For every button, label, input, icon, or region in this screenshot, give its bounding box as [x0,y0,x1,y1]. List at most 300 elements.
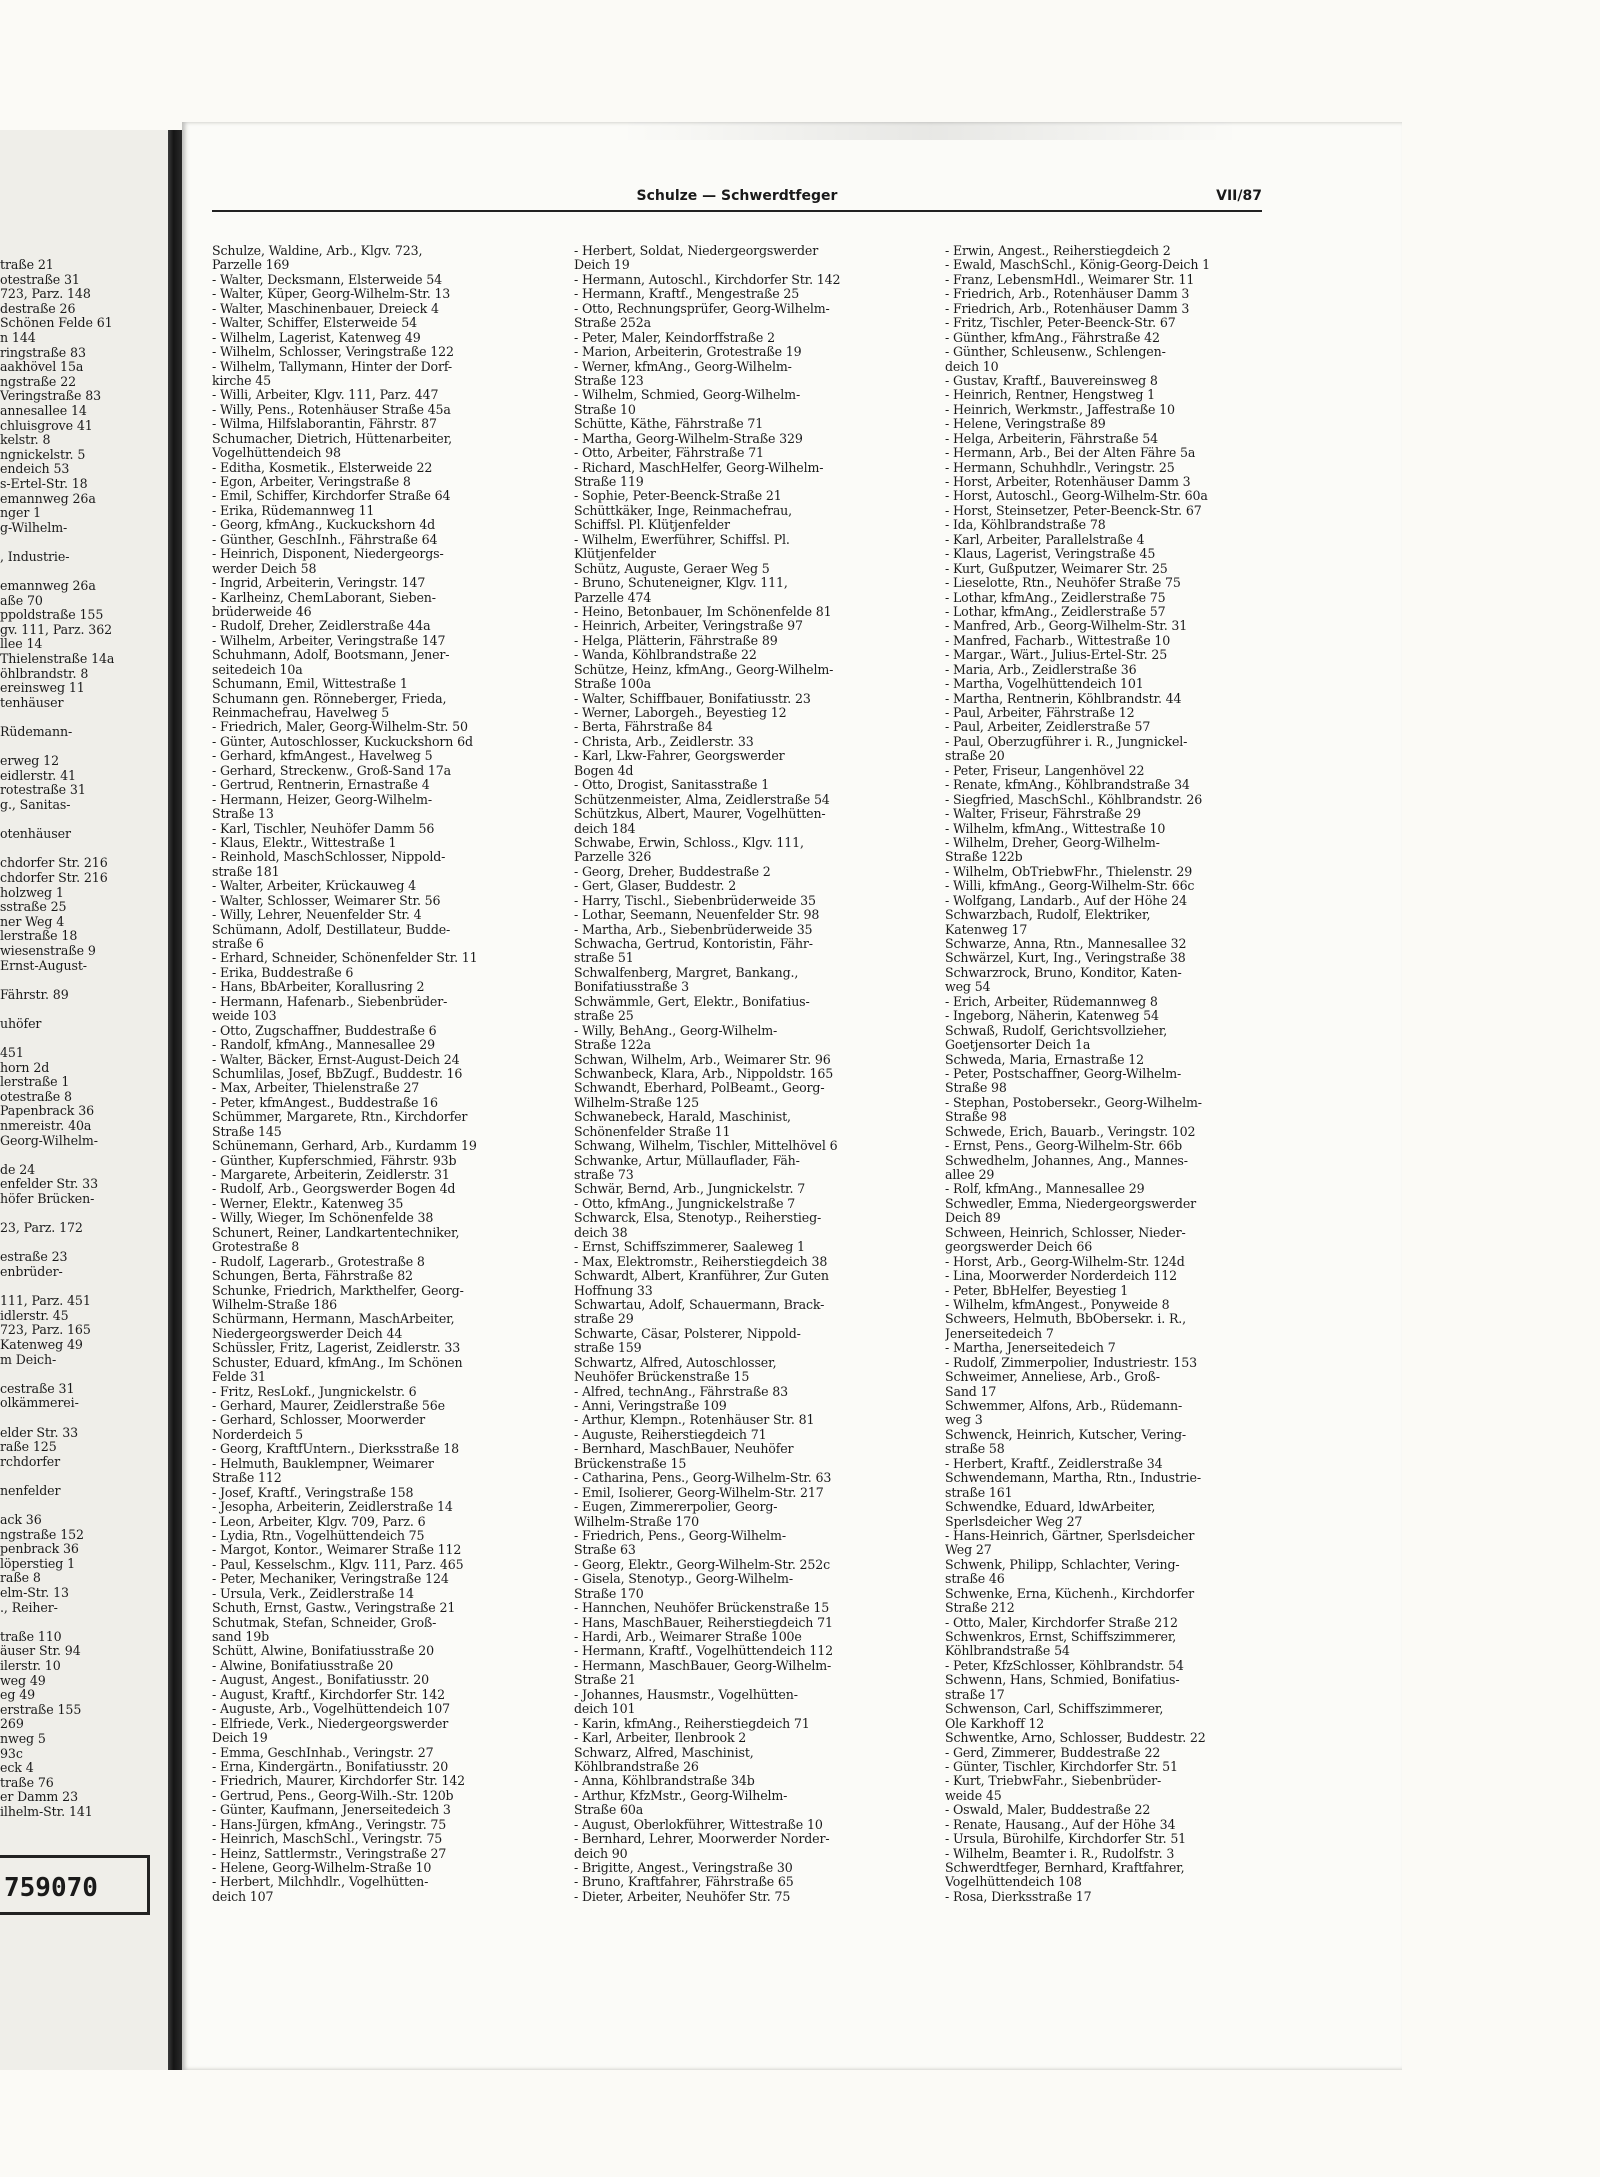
directory-entry-line: deich 10 [945,359,999,374]
directory-entry-line: - Manfred, Facharb., Wittestraße 10 [945,633,1171,648]
left-page-line: 269 [0,1717,24,1732]
left-page-line: aakhövel 15a [0,360,84,375]
left-page-line: ereinsweg 11 [0,681,85,696]
left-page-line: aße 70 [0,593,43,608]
left-page-line: Thielenstraße 14a [0,652,115,667]
directory-entry-line: - Willy, Wieger, Im Schönenfelde 38 [212,1211,434,1226]
directory-entry-line: - Heinrich, MaschSchl., Veringstr. 75 [212,1832,443,1847]
directory-entry-line: Schwarzbach, Rudolf, Elektriker, [945,908,1151,923]
directory-entry-line: - Heinrich, Rentner, Hengstweg 1 [945,388,1156,403]
directory-entry-line: Katenweg 17 [945,922,1028,937]
directory-entry-line: allee 29 [945,1168,995,1182]
directory-entry-line: - Josef, Kraftf., Veringstraße 158 [212,1485,414,1500]
directory-entry-line: - Martha, Jenerseitedeich 7 [945,1341,1116,1356]
directory-entry-line: - Franz, LebensmHdl., Weimarer Str. 11 [945,272,1195,287]
directory-entry-line: Straße 100a [574,677,651,692]
left-page-line [0,1031,168,1046]
directory-entry-line: - Walter, Friseur, Fährstraße 29 [945,807,1141,822]
directory-entry-line: - Horst, Arbeiter, Rotenhäuser Damm 3 [945,475,1191,489]
left-page-line: uhöfer [0,1016,42,1031]
directory-entry-line: - Walter, Schiffer, Elsterweide 54 [212,316,417,331]
directory-entry-line: Parzelle 326 [574,850,652,865]
directory-entry-line: deich 101 [574,1702,636,1717]
left-page-line: traße 110 [0,1629,62,1644]
left-page-line: ringstraße 83 [0,345,86,360]
directory-entry-line: - Heinrich, Arbeiter, Veringstraße 97 [574,619,803,634]
left-page-line: erstraße 155 [0,1702,82,1717]
left-page-line: traße 76 [0,1775,54,1790]
directory-entry-line: Schuster, Eduard, kfmAng., Im Schönen [212,1355,463,1370]
directory-entry-line: - Peter, Friseur, Langenhövel 22 [945,763,1145,778]
directory-entry-line: - Wilhelm, Tallymann, Hinter der Dorf- [212,359,453,374]
left-page-line [0,813,168,828]
directory-entry-line: Reinmachefrau, Havelweg 5 [212,706,390,720]
left-page-line: horn 2d [0,1060,50,1075]
top-edge-smudge [620,122,1240,140]
directory-entry-line: Köhlbrandstraße 26 [574,1759,699,1774]
left-page-fragment [0,130,168,2070]
directory-entry-line: - Willi, Arbeiter, Klgv. 111, Parz. 447 [212,388,439,403]
left-page-line: chluisgrove 41 [0,418,93,433]
left-page-line: otestraße 8 [0,1089,72,1104]
directory-entry-line: - Werner, kfmAng., Georg-Wilhelm- [574,359,792,374]
directory-entry-line: Grotestraße 8 [212,1240,300,1255]
page-header [212,188,1262,210]
directory-entry-line: - Heinz, Sattlermstr., Veringstraße 27 [212,1846,447,1861]
directory-entry-line: - Otto, Maler, Kirchdorfer Straße 212 [945,1615,1178,1630]
directory-entry-line: - Gerhard, Schlosser, Moorwerder [212,1413,425,1428]
directory-entry-line: Schünemann, Gerhard, Arb., Kurdamm 19 [212,1139,477,1154]
left-page-line [0,1002,168,1017]
directory-entry-line: Schwarz, Alfred, Maschinist, [574,1745,754,1760]
directory-entry-line: - Bruno, Kraftfahrer, Fährstraße 65 [574,1875,794,1890]
left-page-line: n 144 [0,330,36,345]
left-page-line [0,1367,168,1382]
directory-entry-line: - Wilhelm, Dreher, Georg-Wilhelm- [945,835,1160,850]
directory-entry-line: - Horst, Arb., Georg-Wilhelm-Str. 124d [945,1254,1185,1269]
directory-entry-line: - Friedrich, Maler, Georg-Wilhelm-Str. 50 [212,720,468,735]
directory-entry-line: Schwendemann, Martha, Rtn., Industrie- [945,1471,1201,1486]
directory-entry-line: Schulze, Waldine, Arb., Klgv. 723, [212,244,423,258]
left-page-line: gv. 111, Parz. 362 [0,622,113,637]
directory-entry-line: - Kurt, TriebwFahr., Siebenbrüder- [945,1774,1162,1789]
directory-entry-line: Sand 17 [945,1384,997,1399]
directory-entry-line: Schungen, Berta, Fährstraße 82 [212,1269,413,1284]
left-page-line: 111, Parz. 451 [0,1294,91,1309]
directory-entry-line: Vogelhüttendeich 98 [212,446,341,461]
directory-entry-line: Schüttkäker, Inge, Reinmachefrau, [574,503,792,518]
directory-entry-line: Schürmann, Hermann, MaschArbeiter, [212,1312,455,1327]
directory-entry-line: Schütt, Alwine, Bonifatiusstraße 20 [212,1644,435,1659]
directory-entry-line: Vogelhüttendeich 108 [945,1875,1082,1890]
directory-entry-line: - Siegfried, MaschSchl., Köhlbrandstr. 26 [945,792,1203,807]
directory-entry-line: - Georg, Elektr., Georg-Wilhelm-Str. 252c [574,1557,831,1572]
directory-entry-line: - Helene, Veringstraße 89 [945,417,1106,432]
left-page-line [0,564,168,579]
directory-entry-line: - Rosa, Dierksstraße 17 [945,1889,1092,1904]
directory-entry-line: straße 6 [212,937,264,951]
directory-entry-line: Straße 252a [574,316,651,331]
directory-entry-line: Schwardt, Albert, Kranführer, Zur Guten [574,1269,829,1284]
left-page-line: eck 4 [0,1761,34,1776]
directory-entry-line: - Hermann, Heizer, Georg-Wilhelm- [212,792,432,807]
directory-entry-line: - Peter, Maler, Keindorffstraße 2 [574,330,775,345]
directory-entry-line: Ole Karkhoff 12 [945,1716,1045,1731]
left-page-line: elder Str. 33 [0,1425,79,1440]
directory-entry-line: Bogen 4d [574,763,634,778]
directory-entry-line: - Walter, Maschinenbauer, Dreieck 4 [212,301,439,316]
directory-entry-line: - Paul, Oberzugführer i. R., Jungnickel- [945,734,1188,749]
left-page-line: m Deich- [0,1352,57,1367]
directory-entry-line: weide 103 [212,1009,277,1024]
directory-entry-line: Straße 122b [945,850,1023,865]
directory-entry-line: - Otto, kfmAng., Jungnickelstraße 7 [574,1196,796,1211]
left-page-line: ner Weg 4 [0,914,65,929]
directory-entry-line: - Ewald, MaschSchl., König-Georg-Deich 1 [945,258,1210,273]
directory-entry-line: - Heinrich, Werkmstr., Jaffestraße 10 [945,402,1175,417]
left-page-line: idlerstr. 45 [0,1308,69,1323]
directory-entry-line: Goetjensorter Deich 1a [945,1038,1091,1053]
directory-entry-line: - Editha, Kosmetik., Elsterweide 22 [212,460,433,475]
directory-entry-line: Schumann gen. Rönneberger, Frieda, [212,691,447,706]
directory-entry-line: - Friedrich, Maurer, Kirchdorfer Str. 142 [212,1774,466,1789]
directory-entry-line: - Hermann, MaschBauer, Georg-Wilhelm- [574,1658,832,1673]
directory-entry-line: - Rudolf, Lagerarb., Grotestraße 8 [212,1254,425,1269]
directory-entry-line: - Paul, Arbeiter, Fährstraße 12 [945,706,1135,720]
directory-entry-line: - Wilhelm, Schlosser, Veringstraße 122 [212,345,454,360]
directory-entry-line: - Wilhelm, Arbeiter, Veringstraße 147 [212,633,446,648]
left-page-line: , Industrie- [0,549,70,564]
left-page-line: de 24 [0,1162,36,1177]
directory-entry-line: - Günther, Kupferschmied, Fährstr. 93b [212,1153,457,1168]
directory-entry-line: - Karin, kfmAng., Reiherstiegdeich 71 [574,1716,810,1731]
directory-entry-line: - Erich, Arbeiter, Rüdemannweg 8 [945,994,1158,1009]
directory-entry-line: - Wanda, Köhlbrandstraße 22 [574,648,757,663]
directory-entry-line: - Renate, kfmAng., Köhlbrandstraße 34 [945,778,1190,793]
left-page-line: ngstraße 22 [0,374,77,389]
directory-entry-line: - Bernhard, MaschBauer, Neuhöfer [574,1442,794,1457]
directory-entry-line: - Arthur, KfzMstr., Georg-Wilhelm- [574,1788,788,1803]
left-page-code-box: 759070 [0,1855,150,1915]
left-page-line: nger 1 [0,506,42,521]
directory-entry-line: - Karl, Tischler, Neuhöfer Damm 56 [212,821,435,836]
directory-entry-line: Schwanbeck, Klara, Arb., Nippoldstr. 165 [574,1066,834,1081]
directory-entry-line: - Günther, kfmAng., Fährstraße 42 [945,330,1160,345]
left-page-line: 723, Parz. 165 [0,1323,91,1338]
directory-entry-line: - Hermann, Hafenarb., Siebenbrüder- [212,994,448,1009]
directory-entry-line: Straße 10 [574,402,636,417]
directory-entry-line: Klütjenfelder [574,547,656,562]
directory-entry-line: - Horst, Autoschl., Georg-Wilhelm-Str. 60a [945,489,1208,504]
directory-entry-line: - Harry, Tischl., Siebenbrüderweide 35 [574,893,816,908]
directory-entry-line: Schwerdtfeger, Bernhard, Kraftfahrer, [945,1861,1185,1875]
directory-entry-line: Schwan, Wilhelm, Arb., Weimarer Str. 96 [574,1052,831,1067]
directory-column-2 [574,244,914,1904]
directory-entry-line: - Sophie, Peter-Beenck-Straße 21 [574,489,782,504]
directory-entry-line: - Erika, Buddestraße 6 [212,965,354,980]
directory-entry-line: - Hans-Heinrich, Gärtner, Sperlsdeicher [945,1528,1195,1543]
left-page-line: Katenweg 49 [0,1337,83,1352]
directory-entry-line: - Wilma, Hilfslaborantin, Fährstr. 87 [212,417,437,432]
directory-entry-line: Deich 19 [574,258,630,273]
left-page-line [0,1411,168,1426]
directory-entry-line: - Friedrich, Arb., Rotenhäuser Damm 3 [945,287,1190,302]
directory-entry-line: Schwandt, Eberhard, PolBeamt., Georg- [574,1081,825,1096]
directory-entry-line: - Reinhold, MaschSchlosser, Nippold- [212,850,446,865]
directory-entry-line: straße 25 [574,1009,634,1024]
directory-entry-line: Schütte, Käthe, Fährstraße 71 [574,417,764,432]
directory-entry-line: - Karlheinz, ChemLaborant, Sieben- [212,590,436,605]
directory-entry-line: - Eugen, Zimmererpolier, Georg- [574,1500,778,1515]
directory-entry-line: - Walter, Schlosser, Weimarer Str. 56 [212,893,441,908]
directory-entry-line: brüderweide 46 [212,604,312,619]
directory-entry-line: Schwarzrock, Bruno, Konditor, Katen- [945,965,1182,980]
left-page-line: 23, Parz. 172 [0,1221,83,1236]
left-page-line: elm-Str. 13 [0,1586,69,1601]
directory-entry-line: - Walter, Arbeiter, Krückauweg 4 [212,879,416,894]
directory-entry-line: Schiffsl. Pl. Klütjenfelder [574,518,730,533]
directory-entry-line: Schumann, Emil, Wittestraße 1 [212,677,408,692]
left-page-line: ilhelm-Str. 141 [0,1804,93,1819]
left-page-line: rotestraße 31 [0,783,86,798]
left-page-line: destraße 26 [0,301,76,316]
left-page-line: ngstraße 152 [0,1527,84,1542]
left-page-line: otenhäuser [0,827,71,842]
directory-entry-line: Schwanke, Artur, Müllauflader, Fäh- [574,1153,800,1168]
directory-entry-line: - Willy, BehAng., Georg-Wilhelm- [574,1023,778,1038]
directory-entry-line: Straße 60a [574,1803,644,1818]
directory-entry-line: Niedergeorgswerder Deich 44 [212,1326,403,1341]
left-page-line: ppoldstraße 155 [0,608,104,623]
directory-entry-line: georgswerder Deich 66 [945,1240,1093,1255]
page-title: Schulze — Schwerdtfeger [636,188,838,204]
directory-entry-line: - August, Kraftf., Kirchdorfer Str. 142 [212,1687,445,1702]
directory-entry-line: Parzelle 169 [212,258,290,273]
directory-entry-line: - Otto, Zugschaffner, Buddestraße 6 [212,1023,437,1038]
directory-entry-line: - Peter, Mechaniker, Veringstraße 124 [212,1572,449,1587]
directory-entry-line: straße 161 [945,1485,1013,1500]
left-page-line: olkämmerei- [0,1396,79,1411]
directory-entry-line: - Rudolf, Arb., Georgswerder Bogen 4d [212,1182,456,1197]
left-page-line: nweg 5 [0,1731,46,1746]
directory-entry-line: Schwenkros, Ernst, Schiffszimmerer, [945,1630,1177,1644]
left-page-line: Ernst-August- [0,958,87,973]
directory-entry-line: Schüssler, Fritz, Lagerist, Zeidlerstr. 33 [212,1341,461,1356]
directory-entry-line: - Bruno, Schuteneigner, Klgv. 111, [574,576,788,591]
left-page-line: otestraße 31 [0,272,80,287]
directory-entry-line: Straße 145 [212,1124,282,1139]
header-rule [212,210,1262,212]
directory-entry-line: - Peter, BbHelfer, Beyestieg 1 [945,1283,1129,1298]
directory-entry-line: - Helene, Georg-Wilhelm-Straße 10 [212,1861,432,1875]
directory-entry-line: - Wilhelm, kfmAng., Wittestraße 10 [945,821,1166,836]
directory-entry-line: - Willy, Lehrer, Neuenfelder Str. 4 [212,908,422,923]
directory-entry-line: - Helmuth, Bauklempner, Weimarer [212,1456,434,1471]
directory-entry-line: - Günter, Kaufmann, Jenerseitedeich 3 [212,1803,451,1818]
directory-entry-line: - Walter, Decksmann, Elsterweide 54 [212,272,442,287]
directory-entry-line: Schwärzel, Kurt, Ing., Veringstraße 38 [945,951,1186,966]
directory-entry-line: - Alwine, Bonifatiusstraße 20 [212,1658,394,1673]
directory-entry-line: - Leon, Arbeiter, Klgv. 709, Parz. 6 [212,1514,426,1529]
directory-entry-line: - Günter, Autoschlosser, Kuckuckshorn 6d [212,734,473,749]
directory-entry-line: Schwenson, Carl, Schiffszimmerer, [945,1702,1164,1717]
directory-entry-line: - Ursula, Verk., Zeidlerstraße 14 [212,1586,414,1601]
directory-entry-line: - Auguste, Reiherstiegdeich 71 [574,1427,767,1442]
directory-entry-line: - Ingeborg, Näherin, Katenweg 54 [945,1009,1159,1024]
left-page-line: traße 21 [0,258,54,272]
left-page-line [0,1236,168,1251]
left-page-line: 93c [0,1746,23,1761]
directory-entry-line: Wilhelm-Straße 186 [212,1297,337,1312]
directory-entry-line: - August, Oberlokführer, Wittestraße 10 [574,1817,823,1832]
directory-entry-line: - Wilhelm, Ewerführer, Schiffsl. Pl. [574,532,790,547]
directory-entry-line: - Margarete, Arbeiterin, Zeidlerstr. 31 [212,1168,450,1182]
directory-entry-line: - Lothar, kfmAng., Zeidlerstraße 57 [945,604,1166,619]
directory-entry-line: Schützkus, Albert, Maurer, Vogelhütten- [574,807,826,822]
directory-entry-line: - Auguste, Arb., Vogelhüttendeich 107 [212,1702,450,1717]
directory-entry-line: - Max, Arbeiter, Thielenstraße 27 [212,1081,420,1096]
directory-entry-line: - Günther, Schleusenw., Schlengen- [945,345,1166,360]
directory-entry-line: - Richard, MaschHelfer, Georg-Wilhelm- [574,460,824,475]
directory-entry-line: Straße 98 [945,1081,1007,1096]
left-page-line: raße 125 [0,1440,57,1455]
left-page-line: rchdorfer [0,1454,61,1469]
left-page-line: cestraße 31 [0,1381,75,1396]
directory-entry-line: - Klaus, Lagerist, Veringstraße 45 [945,547,1156,562]
left-page-line: chdorfer Str. 216 [0,870,108,885]
directory-entry-line: - Karl, Lkw-Fahrer, Georgswerder [574,749,785,764]
directory-entry-line: Straße 170 [574,1586,644,1601]
directory-entry-line: - Hans, BbArbeiter, Korallusring 2 [212,980,425,995]
directory-entry-line: - Paul, Kesselschm., Klgv. 111, Parz. 465 [212,1557,464,1572]
left-page-line: weg 49 [0,1673,46,1688]
directory-entry-line: - Hermann, Autoschl., Kirchdorfer Str. 142 [574,272,841,287]
directory-entry-line: straße 73 [574,1168,634,1182]
directory-entry-line: kirche 45 [212,373,271,388]
directory-entry-line: - Elfriede, Verk., Niedergeorgswerder [212,1716,449,1731]
directory-entry-line: - Fritz, Tischler, Peter-Beenck-Str. 67 [945,316,1176,331]
left-page-line: Georg-Wilhelm- [0,1133,98,1148]
directory-entry-line: - Hermann, Schuhhdlr., Veringstr. 25 [945,460,1175,475]
directory-column-3 [945,244,1265,1904]
directory-entry-line: - Emma, GeschInhab., Veringstr. 27 [212,1745,434,1760]
left-page-line: kelstr. 8 [0,433,51,448]
directory-entry-line: Schunert, Reiner, Landkartentechniker, [212,1225,460,1240]
directory-entry-line: - Gerhard, Maurer, Zeidlerstraße 56e [212,1399,445,1413]
directory-entry-line: - Rolf, kfmAng., Mannesallee 29 [945,1182,1145,1197]
directory-entry-line: - Margar., Wärt., Julius-Ertel-Str. 25 [945,648,1168,663]
directory-entry-line: - Friedrich, Pens., Georg-Wilhelm- [574,1528,786,1543]
directory-entry-line: - Gertrud, Pens., Georg-Wilh.-Str. 120b [212,1788,454,1803]
directory-entry-line: straße 20 [945,749,1005,764]
directory-entry-line: deich 38 [574,1225,628,1240]
directory-entry-line: deich 90 [574,1846,628,1861]
directory-entry-line: - Walter, Küper, Georg-Wilhelm-Str. 13 [212,287,451,302]
directory-entry-line: - Otto, Arbeiter, Fährstraße 71 [574,446,764,461]
directory-entry-line: Schwendke, Eduard, ldwArbeiter, [945,1500,1156,1515]
directory-entry-line: Schween, Heinrich, Schlosser, Nieder- [945,1225,1186,1240]
left-page-line: nmereistr. 40a [0,1119,92,1134]
left-page-line: Papenbrack 36 [0,1104,95,1119]
left-page-line: enbrüder- [0,1264,63,1279]
directory-entry-line: - Hans, MaschBauer, Reiherstiegdeich 71 [574,1615,833,1630]
directory-entry-line: - Erhard, Schneider, Schönenfelder Str. 11 [212,951,478,966]
directory-entry-line: - Maria, Arb., Zeidlerstraße 36 [945,662,1137,677]
left-page-line: eidlerstr. 41 [0,768,76,783]
directory-entry-line: - Willy, Pens., Rotenhäuser Straße 45a [212,402,451,417]
directory-entry-line: - Werner, Elektr., Katenweg 35 [212,1196,404,1211]
directory-entry-line: - Jesopha, Arbeiterin, Zeidlerstraße 14 [212,1500,453,1515]
directory-entry-line: Schweda, Maria, Ernastraße 12 [945,1052,1144,1067]
directory-entry-line: Schuth, Ernst, Gastw., Veringstraße 21 [212,1601,456,1616]
left-page-line: emannweg 26a [0,579,96,594]
left-page-line: s-Ertel-Str. 18 [0,476,88,491]
directory-entry-line: - Peter, KfzSchlosser, Köhlbrandstr. 54 [945,1658,1184,1673]
directory-entry-line: - Erna, Kindergärtn., Bonifatiusstr. 20 [212,1759,449,1774]
directory-entry-line: Köhlbrandstraße 54 [945,1644,1070,1659]
left-page-line: löperstieg 1 [0,1556,76,1571]
directory-entry-line: Schwenke, Erna, Küchenh., Kirchdorfer [945,1586,1195,1601]
directory-entry-line: - Paul, Arbeiter, Zeidlerstraße 57 [945,720,1151,735]
directory-entry-line: - Lina, Moorwerder Norderdeich 112 [945,1269,1177,1284]
left-page-line: sstraße 25 [0,900,67,915]
directory-entry-line: straße 29 [574,1312,634,1327]
directory-entry-line: Straße 112 [212,1471,282,1486]
directory-entry-line: Brückenstraße 15 [574,1456,687,1471]
directory-entry-line: deich 184 [574,821,636,836]
directory-entry-line: - Werner, Laborgeh., Beyestieg 12 [574,706,787,720]
directory-entry-line: - Gerhard, kfmAngest., Havelweg 5 [212,749,433,764]
directory-entry-line: Bonifatiusstraße 3 [574,980,690,995]
directory-entry-line: Schwang, Wilhelm, Tischler, Mittelhövel 6 [574,1139,838,1154]
left-page-line: 451 [0,1046,24,1061]
directory-entry-line: - Alfred, technAng., Fährstraße 83 [574,1384,789,1399]
directory-entry-line: Schütz, Auguste, Geraer Weg 5 [574,561,770,576]
directory-entry-line: - Hardi, Arb., Weimarer Straße 100e [574,1630,802,1644]
directory-entry-line: - Anni, Veringstraße 109 [574,1399,727,1413]
directory-entry-line: - Gertrud, Rentnerin, Ernastraße 4 [212,778,430,793]
directory-entry-line: Schwaß, Rudolf, Gerichtsvollzieher, [945,1023,1168,1038]
page-number: VII/87 [1216,188,1262,204]
directory-entry-line: - Erika, Rüdemannweg 11 [212,503,375,518]
directory-entry-line: - Karl, Arbeiter, Parallelstraße 4 [945,532,1145,547]
directory-entry-line: Felde 31 [212,1370,266,1385]
directory-entry-line: - Willi, kfmAng., Georg-Wilhelm-Str. 66c [945,879,1195,894]
directory-entry-line: Schwedler, Emma, Niedergeorgswerder [945,1196,1197,1211]
directory-entry-line: Wilhelm-Straße 170 [574,1514,699,1529]
directory-entry-line: - Wilhelm, Schmied, Georg-Wilhelm- [574,388,801,403]
directory-entry-line: Schwemmer, Alfons, Arb., Rüdemann- [945,1399,1183,1413]
directory-entry-line: werder Deich 58 [212,561,317,576]
directory-entry-line: Schwede, Erich, Bauarb., Veringstr. 102 [945,1124,1196,1139]
left-page-line: enfelder Str. 33 [0,1177,98,1192]
directory-entry-line: - Oswald, Maler, Buddestraße 22 [945,1803,1151,1818]
directory-entry-line: straße 159 [574,1341,642,1356]
directory-entry-line: Schwenn, Hans, Schmied, Bonifatius- [945,1673,1180,1688]
directory-entry-line: - Bernhard, Lehrer, Moorwerder Norder- [574,1832,830,1847]
directory-entry-line: - Stephan, Postobersekr., Georg-Wilhelm- [945,1095,1202,1110]
directory-entry-line: Deich 19 [212,1731,268,1746]
directory-entry-line: - Kurt, Gußputzer, Weimarer Str. 25 [945,561,1168,576]
directory-entry-line: Schumlilas, Josef, BbZugf., Buddestr. 16 [212,1066,463,1081]
directory-entry-line: - Egon, Arbeiter, Veringstraße 8 [212,475,411,489]
left-page-line: g., Sanitas- [0,797,71,812]
directory-entry-line: - Günter, Tischler, Kirchdorfer Str. 51 [945,1759,1178,1774]
directory-entry-line: - Hermann, Kraftf., Vogelhüttendeich 112 [574,1644,833,1659]
left-page-line: höfer Brücken- [0,1192,95,1206]
directory-entry-line: - Martha, Georg-Wilhelm-Straße 329 [574,431,803,446]
directory-entry-line: - Berta, Fährstraße 84 [574,720,713,735]
